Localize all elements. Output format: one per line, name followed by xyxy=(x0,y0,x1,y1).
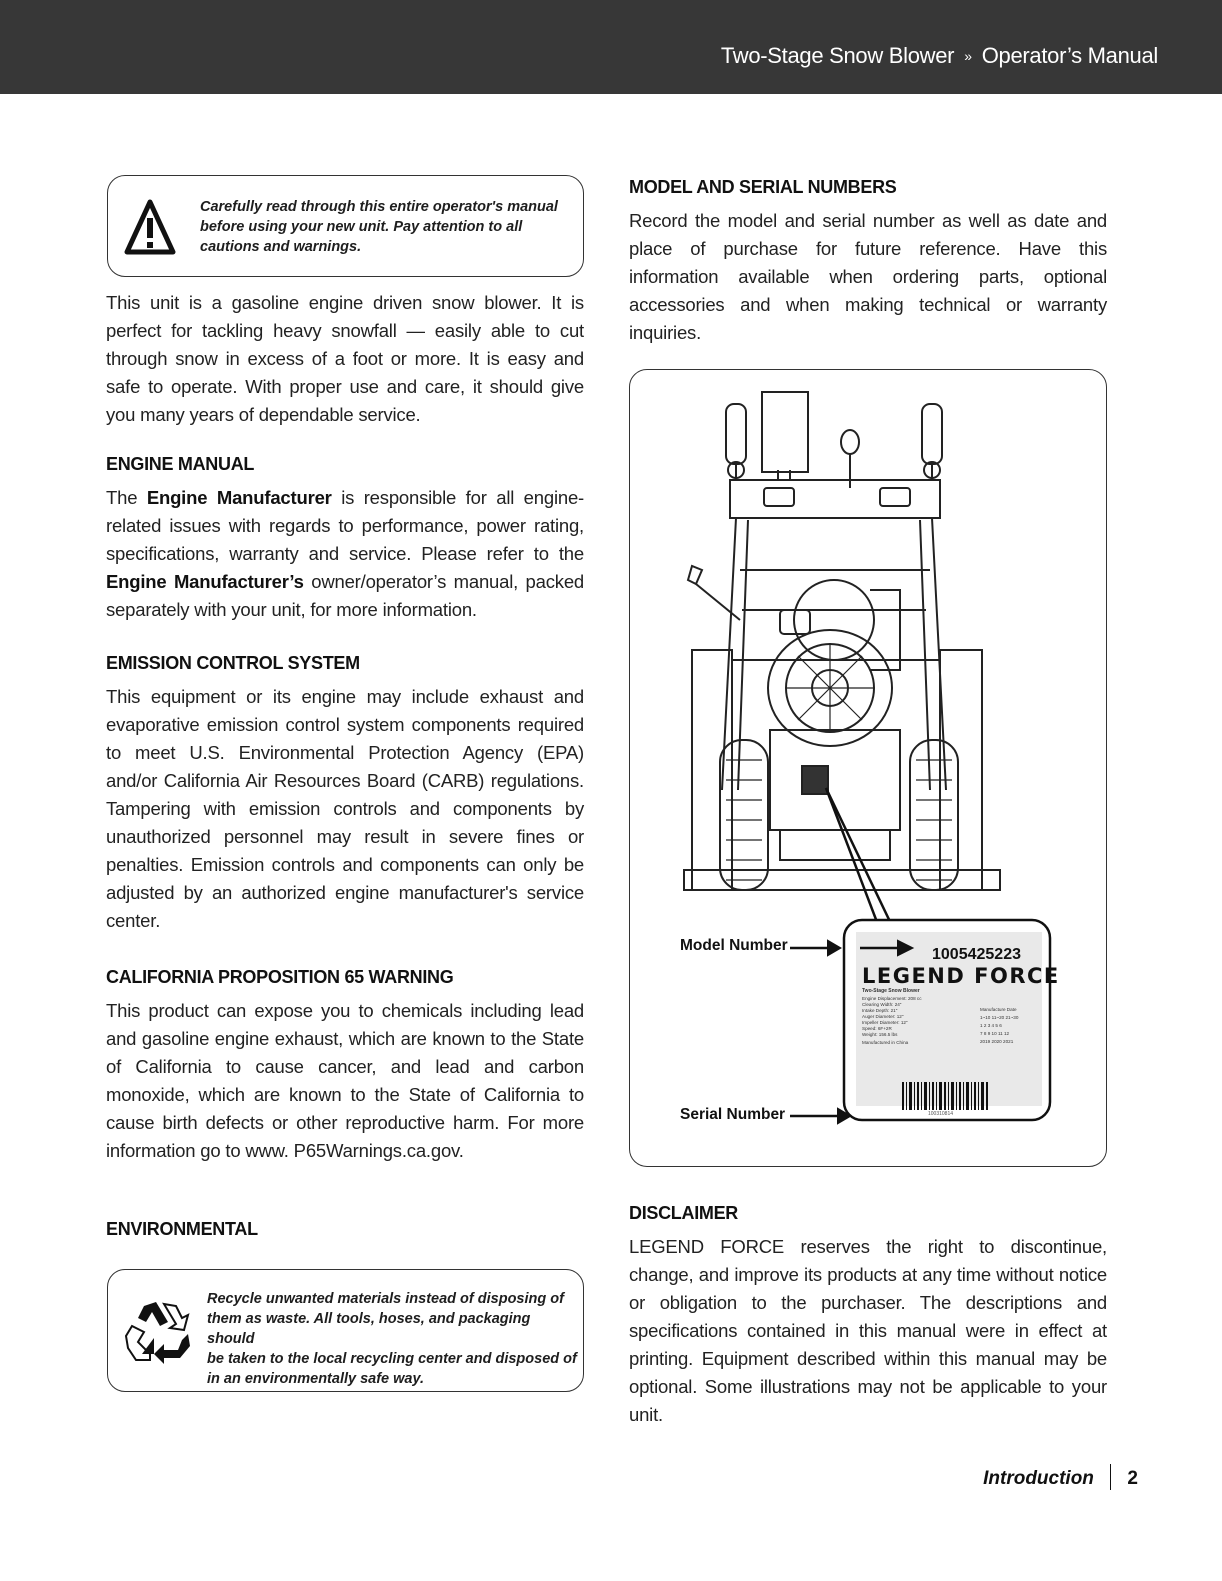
prop65-heading: CALIFORNIA PROPOSITION 65 WARNING xyxy=(106,967,454,987)
label-spec-row: Speed: 6F+2R xyxy=(862,1026,892,1031)
label-spec-row: Intake Depth: 21" xyxy=(862,1008,898,1013)
footer-section: Introduction xyxy=(983,1468,1094,1490)
emission-paragraph: This equipment or its engine may include exhaust and evaporative emission control system components required to meet U.S. Environmental Protection Agency (EPA) and/or California Air Resources Board (CARB) regulations. Tampering with emission controls and components by unauthorized personnel may result in severe fines or penalties. Emission controls and components can only be adjusted by an authorized engine manufacturer's service center. xyxy=(106,686,584,931)
engine-manufacturer-bold: Engine Manufacturer xyxy=(146,487,332,508)
model-serial-paragraph: Record the model and serial number as well as date and place of purchase for future reference. Have this information available when ordering parts, optional accessories and when making technical or warranty inquiries. xyxy=(629,210,1107,343)
page-number: 2 xyxy=(1127,1468,1138,1490)
disclaimer-paragraph: LEGEND FORCE reserves the right to discontinue, change, and improve its products at any time without notice or obligation to the purchaser. The descriptions and specifications contained in this manual were in effect at printing. Equipment described within this manual may be optional. Some illustrations may not be applicable to your unit. xyxy=(629,1236,1107,1425)
header-title xyxy=(721,43,1158,69)
footer-divider xyxy=(1110,1464,1112,1490)
warning-line: Carefully read through this entire operator's manual xyxy=(200,199,558,215)
label-manufacture-date xyxy=(980,1006,1018,1046)
date-row: 2019 2020 2021 xyxy=(980,1039,1014,1044)
environmental-heading: ENVIRONMENTAL xyxy=(106,1219,258,1239)
engine-manufacturers-bold: Engine Manufacturer’s xyxy=(106,571,304,592)
warning-line: before using your new unit. Pay attention to all xyxy=(200,219,523,235)
header-product: Two-Stage Snow Blower xyxy=(720,43,955,68)
header-separator: » xyxy=(964,48,972,64)
date-row: 1~10 11~20 21~30 xyxy=(980,1015,1019,1020)
engine-manual-text: is responsible for all engine-related issues with regards to performance, power rating, specifications, warranty and service. Please refer to the xyxy=(106,487,585,564)
disclaimer-heading: DISCLAIMER xyxy=(629,1203,738,1223)
snow-blower-figure xyxy=(629,369,1107,1167)
environmental-line: them as waste. All tools, hoses, and packaging should xyxy=(207,1311,531,1347)
date-row: 1 2 3 4 5 6 xyxy=(980,1023,1002,1028)
date-title: Manufacture Date xyxy=(980,1007,1017,1012)
environmental-notice-text xyxy=(207,1289,577,1389)
engine-manual-heading: ENGINE MANUAL xyxy=(106,454,255,474)
header-manual: Operator’s Manual xyxy=(981,43,1158,68)
label-product: Two-Stage Snow Blower xyxy=(862,988,920,994)
date-row: 7 8 9 10 11 12 xyxy=(980,1031,1010,1036)
label-made-in: Manufactured in China xyxy=(862,1040,909,1045)
label-spec-row: Impeller Diameter: 12" xyxy=(862,1020,908,1025)
model-number-value: 1005425223 xyxy=(932,946,1021,963)
intro-paragraph: This unit is a gasoline engine driven snow blower. It is perfect for tackling heavy snowfall — easily able to cut through snow in excess of a foot or more. It is easy and safe to operate. With proper use and care, it should give you many years of dependable service. xyxy=(106,292,584,425)
warning-line: cautions and warnings. xyxy=(200,239,362,255)
brand-logo: LEGEND FORCE xyxy=(862,964,1060,988)
environmental-line: in an environmentally safe way. xyxy=(207,1371,425,1387)
page-footer xyxy=(983,1466,1138,1492)
label-spec-row: Auger Diameter: 12" xyxy=(862,1014,904,1019)
label-spec-row: Clearing Width: 24" xyxy=(862,1002,902,1007)
warning-triangle-icon xyxy=(124,198,176,256)
emission-heading: EMISSION CONTROL SYSTEM xyxy=(106,653,360,673)
warning-notice-text xyxy=(200,197,570,257)
engine-manual-text: The xyxy=(106,487,147,508)
engine-manual-paragraph xyxy=(106,484,584,624)
engine-manual-text: owner/operator’s manual, packed separately with your unit, for more information. xyxy=(106,571,584,620)
environmental-line: Recycle unwanted materials instead of disposing of xyxy=(207,1291,564,1307)
environmental-line: be taken to the local recycling center and disposed of xyxy=(207,1351,577,1367)
label-spec-row: Engine Displacement: 208 cc xyxy=(862,996,922,1001)
recycle-icon xyxy=(124,1298,194,1364)
serial-number-label: Serial Number xyxy=(680,1106,786,1123)
snow-blower-illustration xyxy=(630,370,1107,1167)
model-number-label: Model Number xyxy=(680,937,788,954)
label-spec-row: Weight: 156.5 lbs xyxy=(862,1032,898,1037)
prop65-paragraph: This product can expose you to chemicals including lead and gasoline engine exhaust, which are known to the State of California to cause cancer, and lead and carbon monoxide, which are known to the State of California to cause birth defects or other reproductive harm. For more information go to www. P65Warnings.ca.gov. xyxy=(106,1000,584,1161)
label-specs xyxy=(862,996,922,1046)
model-serial-heading: MODEL AND SERIAL NUMBERS xyxy=(629,177,897,197)
barcode-number: 100310814 xyxy=(928,1111,954,1117)
